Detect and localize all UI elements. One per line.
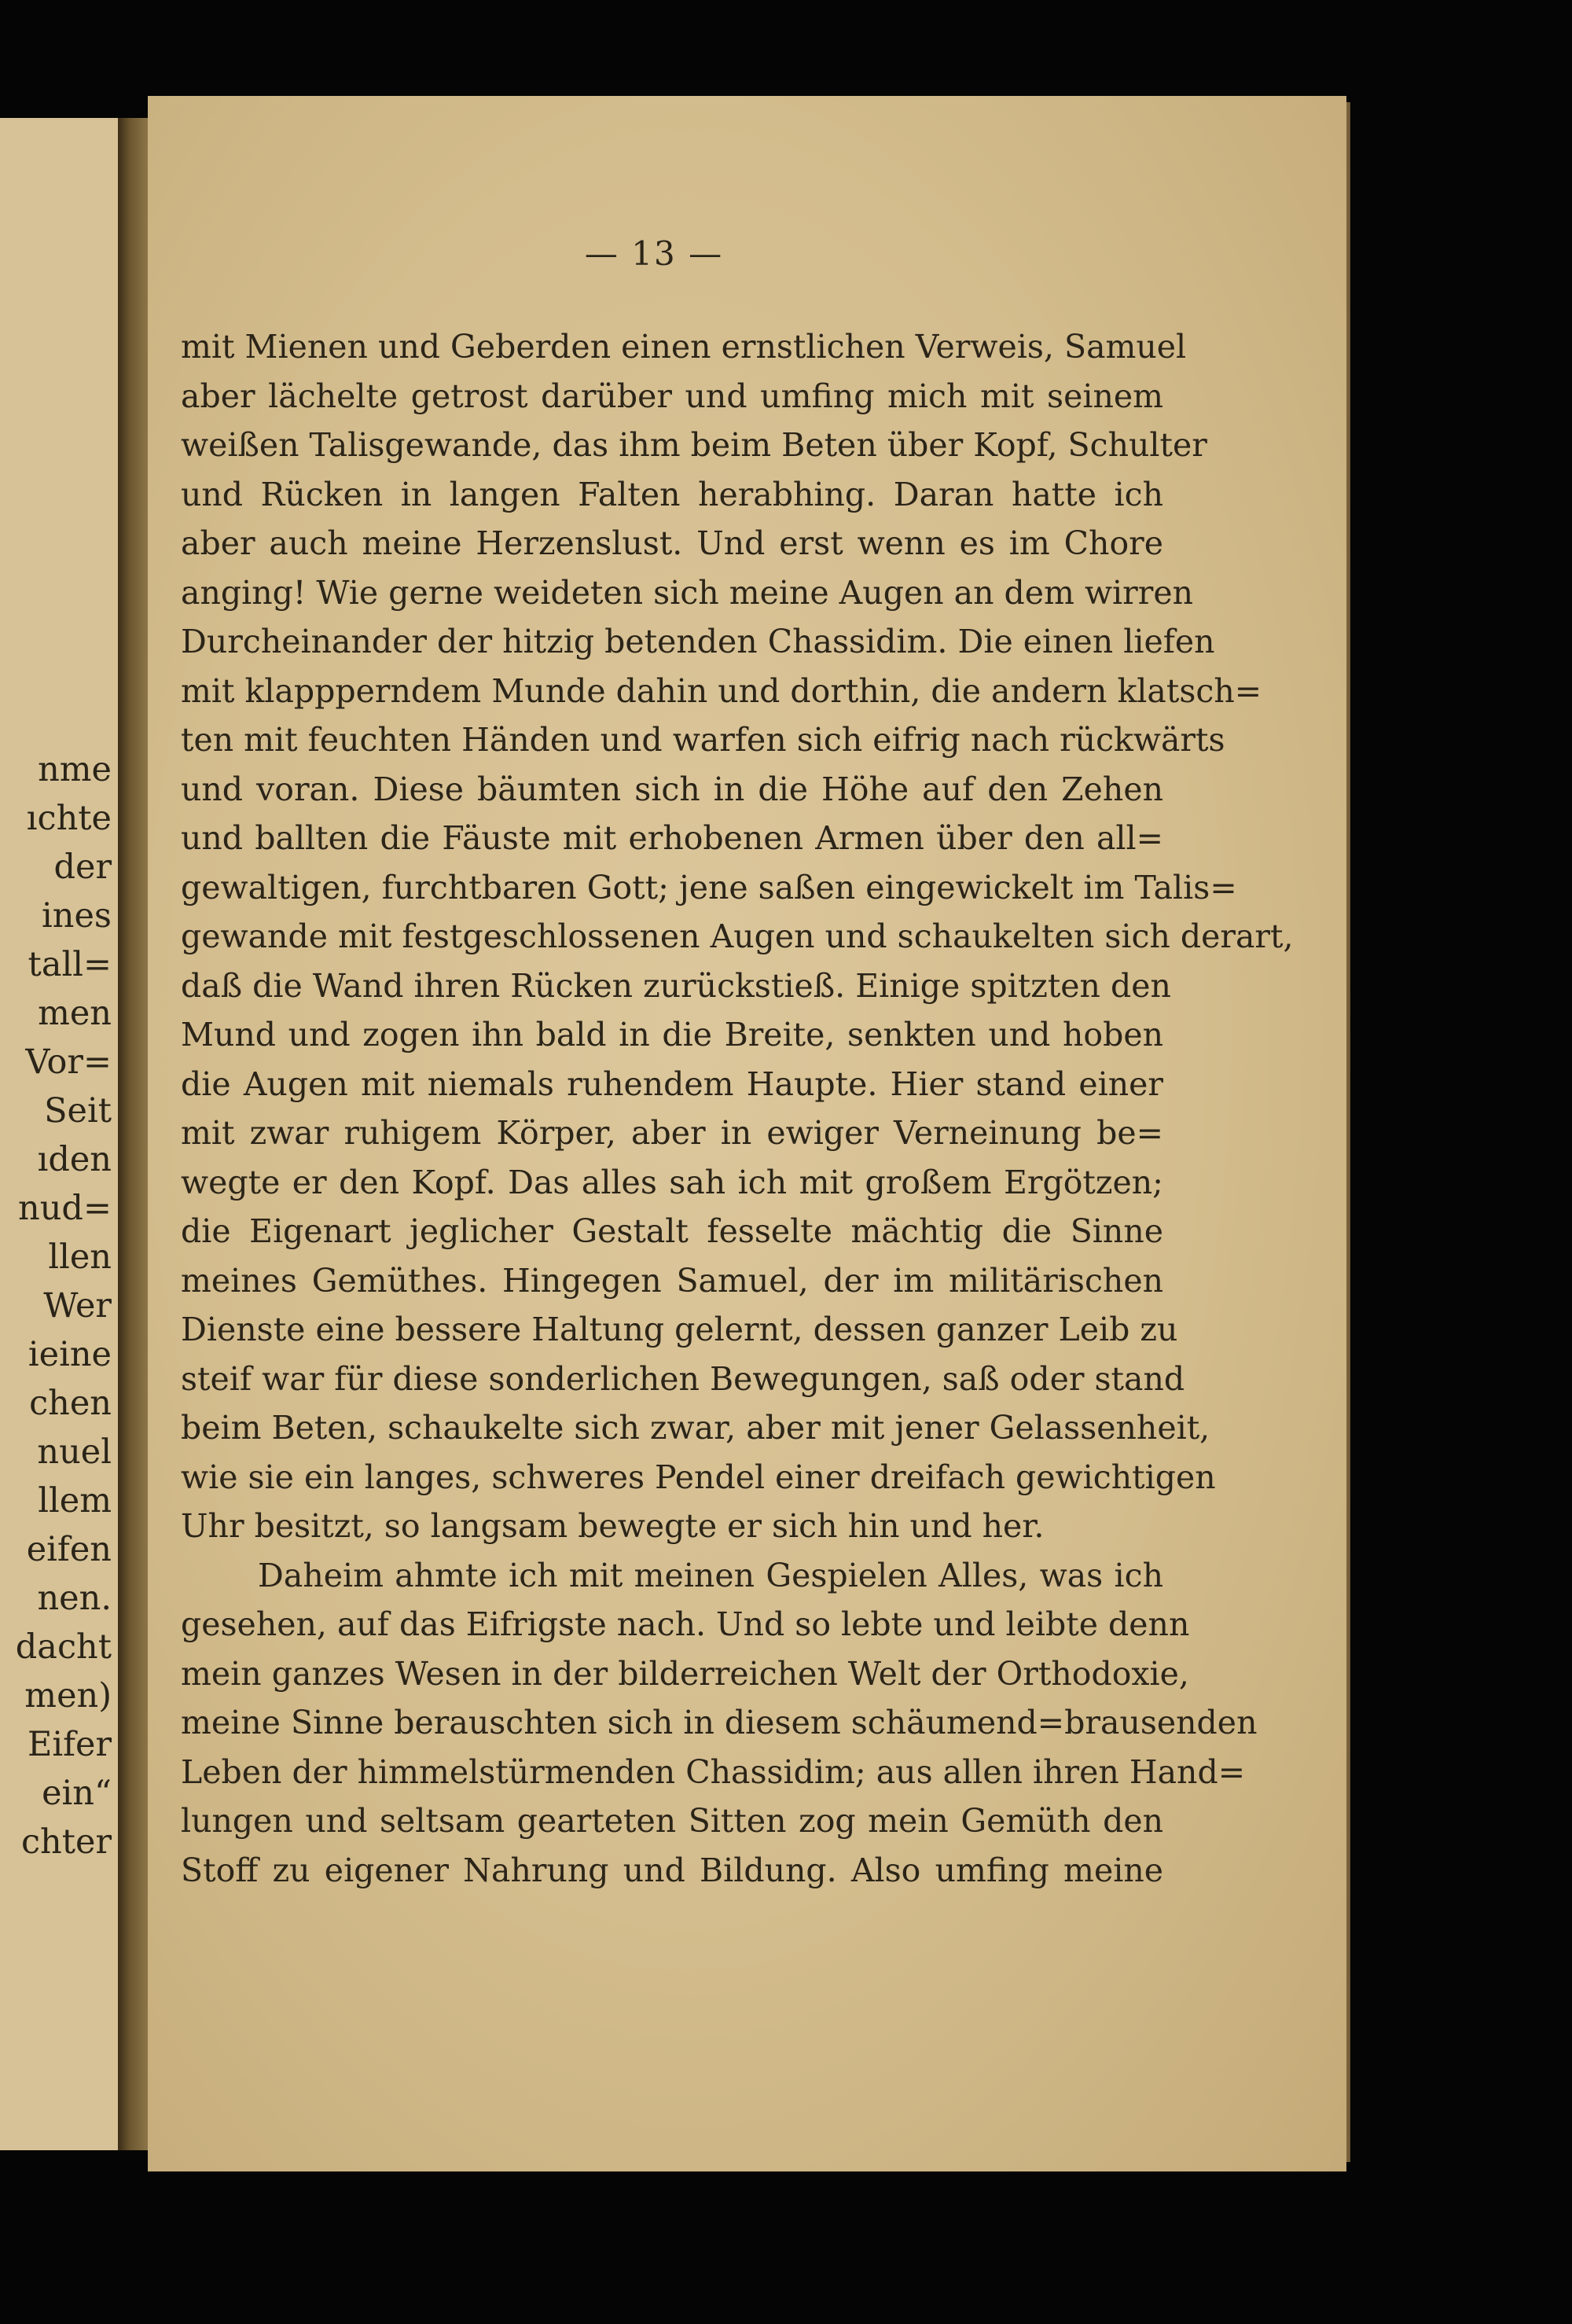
text-line: und ballten die Fäuste mit erhobenen Armen über den all= bbox=[181, 819, 1163, 857]
text-line: steif war für diese sonderlichen Bewegungen, saß oder stand bbox=[181, 1359, 1185, 1398]
previous-page-text bbox=[16, 745, 112, 1866]
text-line: aber lächelte getrost darüber und umfing mich mit seinem bbox=[181, 377, 1163, 415]
text-line: Mund und zogen ihn bald in die Breite, senkten und hoben bbox=[181, 1016, 1163, 1054]
previous-page-fragment: ines bbox=[42, 896, 112, 936]
text-line: Stoff zu eigener Nahrung und Bildung. Also umfing meine bbox=[181, 1851, 1163, 1889]
text-line: gewaltigen, furchtbaren Gott; jene saßen eingewickelt im Talis= bbox=[181, 868, 1237, 906]
text-line: gewande mit festgeschlossenen Augen und schaukelten sich derart, bbox=[181, 917, 1294, 955]
text-line: daß die Wand ihren Rücken zurückstieß. Einige spitzten den bbox=[181, 966, 1171, 1005]
previous-page-fragment: llen bbox=[48, 1237, 112, 1277]
body-text bbox=[181, 322, 1294, 1895]
text-line: weißen Talisgewande, das ihm beim Beten über Kopf, Schulter bbox=[181, 426, 1207, 464]
text-line: die Eigenart jeglicher Gestalt fesselte mächtig die Sinne bbox=[181, 1212, 1163, 1250]
previous-page-fragment: men bbox=[38, 994, 112, 1033]
text-line: wie sie ein langes, schweres Pendel einer dreifach gewichtigen bbox=[181, 1458, 1216, 1496]
text-line: meines Gemüthes. Hingegen Samuel, der im militärischen bbox=[181, 1261, 1163, 1300]
text-line: aber auch meine Herzenslust. Und erst wenn es im Chore bbox=[181, 524, 1163, 562]
previous-page-fragment: eifen bbox=[26, 1530, 112, 1569]
text-line: mit Mienen und Geberden einen ernstlichen Verweis, Samuel bbox=[181, 328, 1187, 366]
previous-page-fragment: dacht bbox=[15, 1627, 112, 1667]
previous-page-fragment: ein“ bbox=[42, 1774, 112, 1813]
text-line: Uhr besitzt, so langsam bewegte er sich hin und her. bbox=[181, 1507, 1045, 1545]
previous-page-fragment: Eifer bbox=[27, 1725, 112, 1764]
previous-page-fragment: tall= bbox=[28, 945, 112, 984]
previous-page-fragment: men) bbox=[24, 1676, 112, 1715]
text-line: Leben der himmelstürmenden Chassidim; aus allen ihren Hand= bbox=[181, 1752, 1246, 1791]
previous-page-fragment: nme bbox=[38, 750, 112, 789]
text-line: mein ganzes Wesen in der bilderreichen Welt der Orthodoxie, bbox=[181, 1654, 1189, 1693]
previous-page-fragment: chter bbox=[20, 1822, 112, 1862]
previous-page-fragment: nud= bbox=[18, 1189, 112, 1228]
text-line: lungen und seltsam gearteten Sitten zog mein Gemüth den bbox=[181, 1802, 1163, 1840]
text-line: und voran. Diese bäumten sich in die Höhe auf den Zehen bbox=[181, 770, 1163, 808]
text-line: mit klappperndem Munde dahin und dorthin, die andern klatsch= bbox=[181, 671, 1262, 710]
text-line: mit zwar ruhigem Körper, aber in ewiger Verneinung be= bbox=[181, 1114, 1163, 1152]
previous-page-fragment: Wer bbox=[43, 1286, 112, 1326]
previous-page-fragment: chen bbox=[29, 1384, 112, 1423]
previous-page-fragment: ıden bbox=[37, 1140, 112, 1179]
page-number: — 13 — bbox=[584, 234, 724, 273]
previous-page-edge bbox=[0, 118, 120, 2150]
previous-page-fragment: Vor= bbox=[25, 1042, 112, 1082]
previous-page-fragment: nen. bbox=[37, 1579, 112, 1618]
text-line: beim Beten, schaukelte sich zwar, aber mit jener Gelassenheit, bbox=[181, 1409, 1210, 1447]
previous-page-fragment: llem bbox=[38, 1481, 112, 1521]
previous-page-fragment: nuel bbox=[37, 1432, 112, 1472]
text-line: wegte er den Kopf. Das alles sah ich mit großem Ergötzen; bbox=[181, 1163, 1163, 1201]
text-line: Daheim ahmte ich mit meinen Gespielen Alles, was ich bbox=[258, 1556, 1163, 1594]
text-line: ten mit feuchten Händen und warfen sich eifrig nach rückwärts bbox=[181, 721, 1225, 759]
text-line: Durcheinander der hitzig betenden Chassidim. Die einen liefen bbox=[181, 623, 1215, 660]
previous-page-fragment: der bbox=[53, 848, 112, 887]
text-line: die Augen mit niemals ruhendem Haupte. Hier stand einer bbox=[181, 1065, 1163, 1103]
previous-page-fragment: ıchte bbox=[26, 799, 112, 838]
book-gutter bbox=[118, 118, 148, 2150]
text-line: gesehen, auf das Eifrigste nach. Und so lebte und leibte denn bbox=[181, 1605, 1190, 1643]
text-line: Dienste eine bessere Haltung gelernt, dessen ganzer Leib zu bbox=[181, 1311, 1178, 1348]
text-line: und Rücken in langen Falten herabhing. Daran hatte ich bbox=[181, 475, 1163, 513]
previous-page-fragment: Seit bbox=[44, 1091, 112, 1131]
text-line: anging! Wie gerne weideten sich meine Augen an dem wirren bbox=[181, 573, 1194, 612]
text-line: meine Sinne berauschten sich in diesem schäumend=brausenden bbox=[181, 1704, 1258, 1741]
previous-page-fragment: ieine bbox=[28, 1335, 112, 1374]
